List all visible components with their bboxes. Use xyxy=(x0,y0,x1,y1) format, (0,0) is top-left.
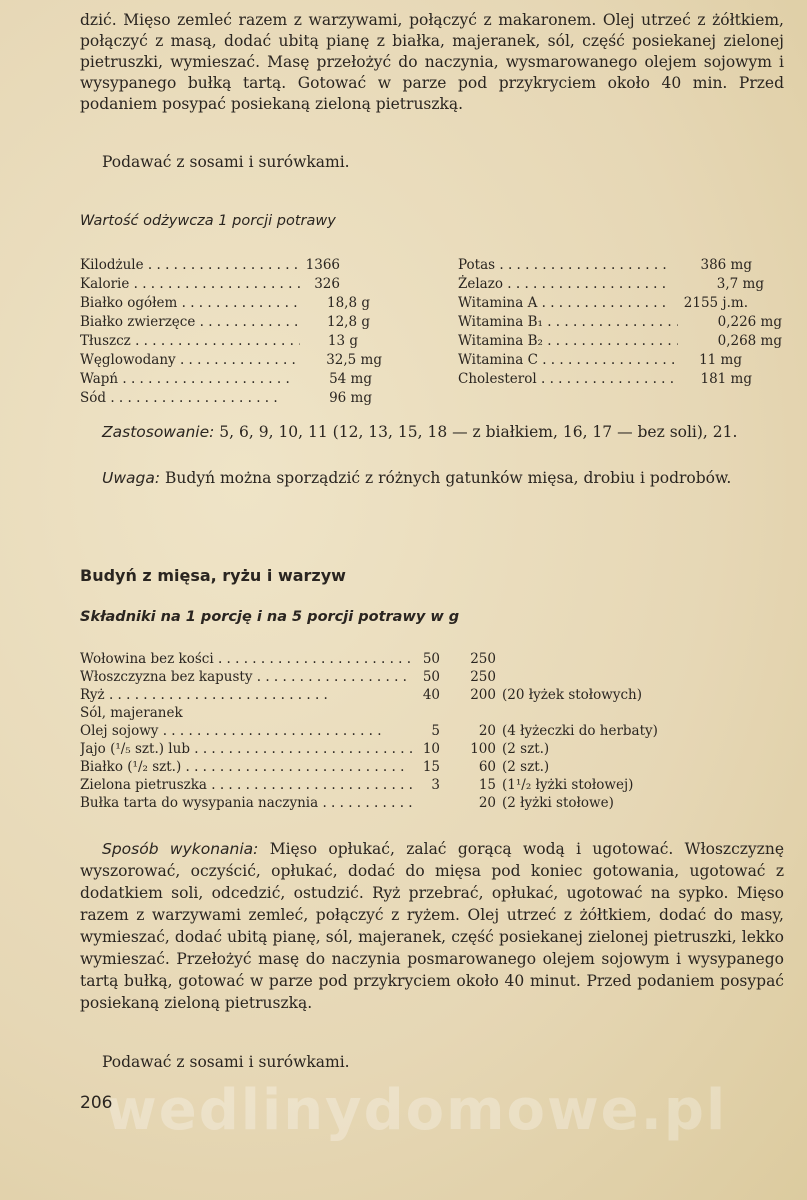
nutrient-label: Sód . . . xyxy=(80,389,300,408)
ingredient-amount-5: 200 xyxy=(470,687,496,703)
nutrient-value: 1366 xyxy=(305,257,340,273)
zastosowanie-paragraph xyxy=(80,422,784,443)
ingredient-name: Białko (¹/₂ szt.) . . . xyxy=(80,758,412,776)
nutrient-label: Tłuszcz . . . xyxy=(80,332,300,351)
nutrition-row xyxy=(458,275,782,294)
ingredient-note: (4 łyżeczki do herbaty) xyxy=(502,723,658,739)
nutrition-row xyxy=(458,370,782,389)
ingredient-name: Włoszczyzna bez kapusty . . . xyxy=(80,668,412,686)
ingredient-amount-5: 250 xyxy=(470,669,496,685)
nutrient-value: 0,268 mg xyxy=(717,333,782,349)
recipe-title: Budyń z mięsa, ryżu i warzyw xyxy=(80,566,346,585)
ingredient-row xyxy=(80,650,658,668)
ingredient-name: Ryż . . . xyxy=(80,686,412,704)
method-text: Mięso opłukać, zalać gorącą wodą i ugotować. Włoszczyznę wyszorować, oczyścić, opłukać, dodać do mięsa pod koniec gotowania, ugotować z dodatkiem soli, odcedzić, ostudzić. Ryż przebrać, opłukać, ugotować na sypko. Mięso razem z warzywami zemleć, połączyć z ryżem. Olej utrzeć z żółtkiem, dodać do masy, wymieszać, dodać ubitą pianę, sól, majeranek, część posiekanej zielonej pietruszki, lekko wymieszać. Przełożyć masę do naczynia posmarowanego olejem sojowym i wysypanego tartą bułką, gotować w parze pod przykryciem około 40 minut. Przed podaniem posypać posiekaną zieloną pietruszką. xyxy=(80,840,784,1012)
nutrition-row xyxy=(80,294,382,313)
ingredient-note: (2 szt.) xyxy=(502,741,550,757)
page-number: 206 xyxy=(80,1093,113,1113)
nutrition-row xyxy=(80,275,382,294)
nutrient-value: 326 xyxy=(314,276,340,292)
ingredient-row xyxy=(80,668,658,686)
nutrition-table-left xyxy=(80,256,382,408)
nutrient-label: Cholesterol . . . xyxy=(458,370,678,389)
nutrition-row xyxy=(80,313,382,332)
nutrition-row xyxy=(80,256,382,275)
nutrient-value: 11 mg xyxy=(699,352,742,368)
uwaga-label: Uwaga: xyxy=(102,469,161,487)
ingredient-amount-1: 3 xyxy=(431,777,440,793)
ingredient-amount-1: 5 xyxy=(431,723,440,739)
uwaga-text: Budyń można sporządzić z różnych gatunków mięsa, drobiu i podrobów. xyxy=(160,469,732,487)
nutrient-value: 0,226 mg xyxy=(717,314,782,330)
ingredient-row xyxy=(80,758,658,776)
ingredient-amount-1: 10 xyxy=(422,741,440,757)
ingredient-name: Bułka tarta do wysypania naczynia . . . xyxy=(80,794,412,812)
ingredient-amount-5: 250 xyxy=(470,651,496,667)
ingredient-row xyxy=(80,722,658,740)
nutrient-label: Żelazo . . . xyxy=(458,275,670,294)
nutrient-value: 13 g xyxy=(327,333,358,349)
ingredient-name: Zielona pietruszka . . . xyxy=(80,776,412,794)
nutrition-row xyxy=(80,389,382,408)
ingredient-name: Olej sojowy . . . xyxy=(80,722,412,740)
ingredient-amount-5: 20 xyxy=(478,795,496,811)
ingredient-amount-5: 15 xyxy=(478,777,496,793)
nutrient-value: 386 mg xyxy=(700,257,752,273)
ingredient-amount-1 xyxy=(412,794,440,812)
nutrition-row xyxy=(80,332,382,351)
nutrient-value: 12,8 g xyxy=(327,314,370,330)
ingredient-row xyxy=(80,740,658,758)
nutrition-row xyxy=(80,370,382,389)
ingredient-row xyxy=(80,704,658,722)
nutrient-label: Kilodżule . . . xyxy=(80,256,300,275)
intro-paragraph: dzić. Mięso zemleć razem z warzywami, połączyć z makaronem. Olej utrzeć z żółtkiem, połączyć z masą, dodać ubitą pianę z białka, majeranek, sól, część posiekanej zielonej pietruszki, wymieszać. Masę przełożyć do naczynia, wysmarowanego olejem sojowym i wysypanego bułką tartą. Gotować w parze pod przykryciem około 40 min. Przed podaniem posypać posiekaną zieloną pietruszką. xyxy=(80,11,784,113)
ingredients-heading: Składniki na 1 porcję i na 5 porcji potrawy w g xyxy=(80,609,460,625)
ingredient-name: Sól, majeranek xyxy=(80,705,183,721)
nutrient-value: 2155 j.m. xyxy=(683,295,748,311)
nutrition-row xyxy=(458,256,782,275)
nutrient-label: Kalorie . . . xyxy=(80,275,300,294)
ingredient-amount-5: 20 xyxy=(478,723,496,739)
nutrition-row xyxy=(458,351,782,370)
ingredient-amount-5: 60 xyxy=(478,759,496,775)
nutrition-table-right xyxy=(458,256,782,389)
nutrient-label: Potas . . . xyxy=(458,256,670,275)
ingredient-amount-5: 100 xyxy=(470,741,496,757)
nutrient-value: 54 mg xyxy=(329,371,372,387)
nutrient-label: Witamina B₁ . . . xyxy=(458,313,678,332)
nutrition-row xyxy=(458,313,782,332)
ingredient-amount-1: 50 xyxy=(422,669,440,685)
zastosowanie-label: Zastosowanie: xyxy=(102,423,215,441)
nutrient-value: 32,5 mg xyxy=(326,352,382,368)
ingredients-table xyxy=(80,650,658,812)
nutrient-label: Witamina A . . . xyxy=(458,294,668,313)
nutrient-label: Białko zwierzęce . . . xyxy=(80,313,300,332)
ingredient-note: (20 łyżek stołowych) xyxy=(502,687,643,703)
ingredient-note: (2 łyżki stołowe) xyxy=(502,795,614,811)
nutrient-label: Witamina C . . . xyxy=(458,351,678,370)
nutrient-value: 18,8 g xyxy=(327,295,370,311)
nutrition-row xyxy=(458,294,782,313)
ingredient-name: Jajo (¹/₅ szt.) lub . . . xyxy=(80,740,412,758)
uwaga-paragraph xyxy=(80,468,784,489)
nutrient-value: 181 mg xyxy=(700,371,752,387)
ingredient-row xyxy=(80,686,658,704)
nutrient-value: 96 mg xyxy=(329,390,372,406)
nutrient-label: Białko ogółem . . . xyxy=(80,294,300,313)
method-paragraph xyxy=(80,838,784,1014)
nutrition-row xyxy=(80,351,382,370)
watermark: wedlinydomowe.pl xyxy=(105,1078,728,1143)
nutrition-row xyxy=(458,332,782,351)
zastosowanie-text: 5, 6, 9, 10, 11 (12, 13, 15, 18 — z białkiem, 16, 17 — bez soli), 21. xyxy=(214,423,738,441)
nutrient-label: Witamina B₂ . . . xyxy=(458,332,678,351)
nutrient-value: 3,7 mg xyxy=(716,276,764,292)
nutrition-heading: Wartość odżywcza 1 porcji potrawy xyxy=(80,213,336,229)
method-label: Sposób wykonania: xyxy=(102,840,259,858)
ingredient-name: Wołowina bez kości . . . xyxy=(80,650,412,668)
ingredient-row xyxy=(80,776,658,794)
ingredient-amount-1: 40 xyxy=(422,687,440,703)
nutrient-label: Węglowodany . . . xyxy=(80,351,300,370)
recipe-serve-note: Podawać z sosami i surówkami. xyxy=(102,1053,350,1071)
ingredient-note: (1¹/₂ łyżki stołowej) xyxy=(502,777,634,793)
ingredient-amount-1: 50 xyxy=(422,651,440,667)
intro-serve-note: Podawać z sosami i surówkami. xyxy=(102,153,350,171)
ingredient-note: (2 szt.) xyxy=(502,759,550,775)
nutrient-label: Wapń . . . xyxy=(80,370,300,389)
ingredient-row xyxy=(80,794,658,812)
ingredient-amount-1: 15 xyxy=(422,759,440,775)
